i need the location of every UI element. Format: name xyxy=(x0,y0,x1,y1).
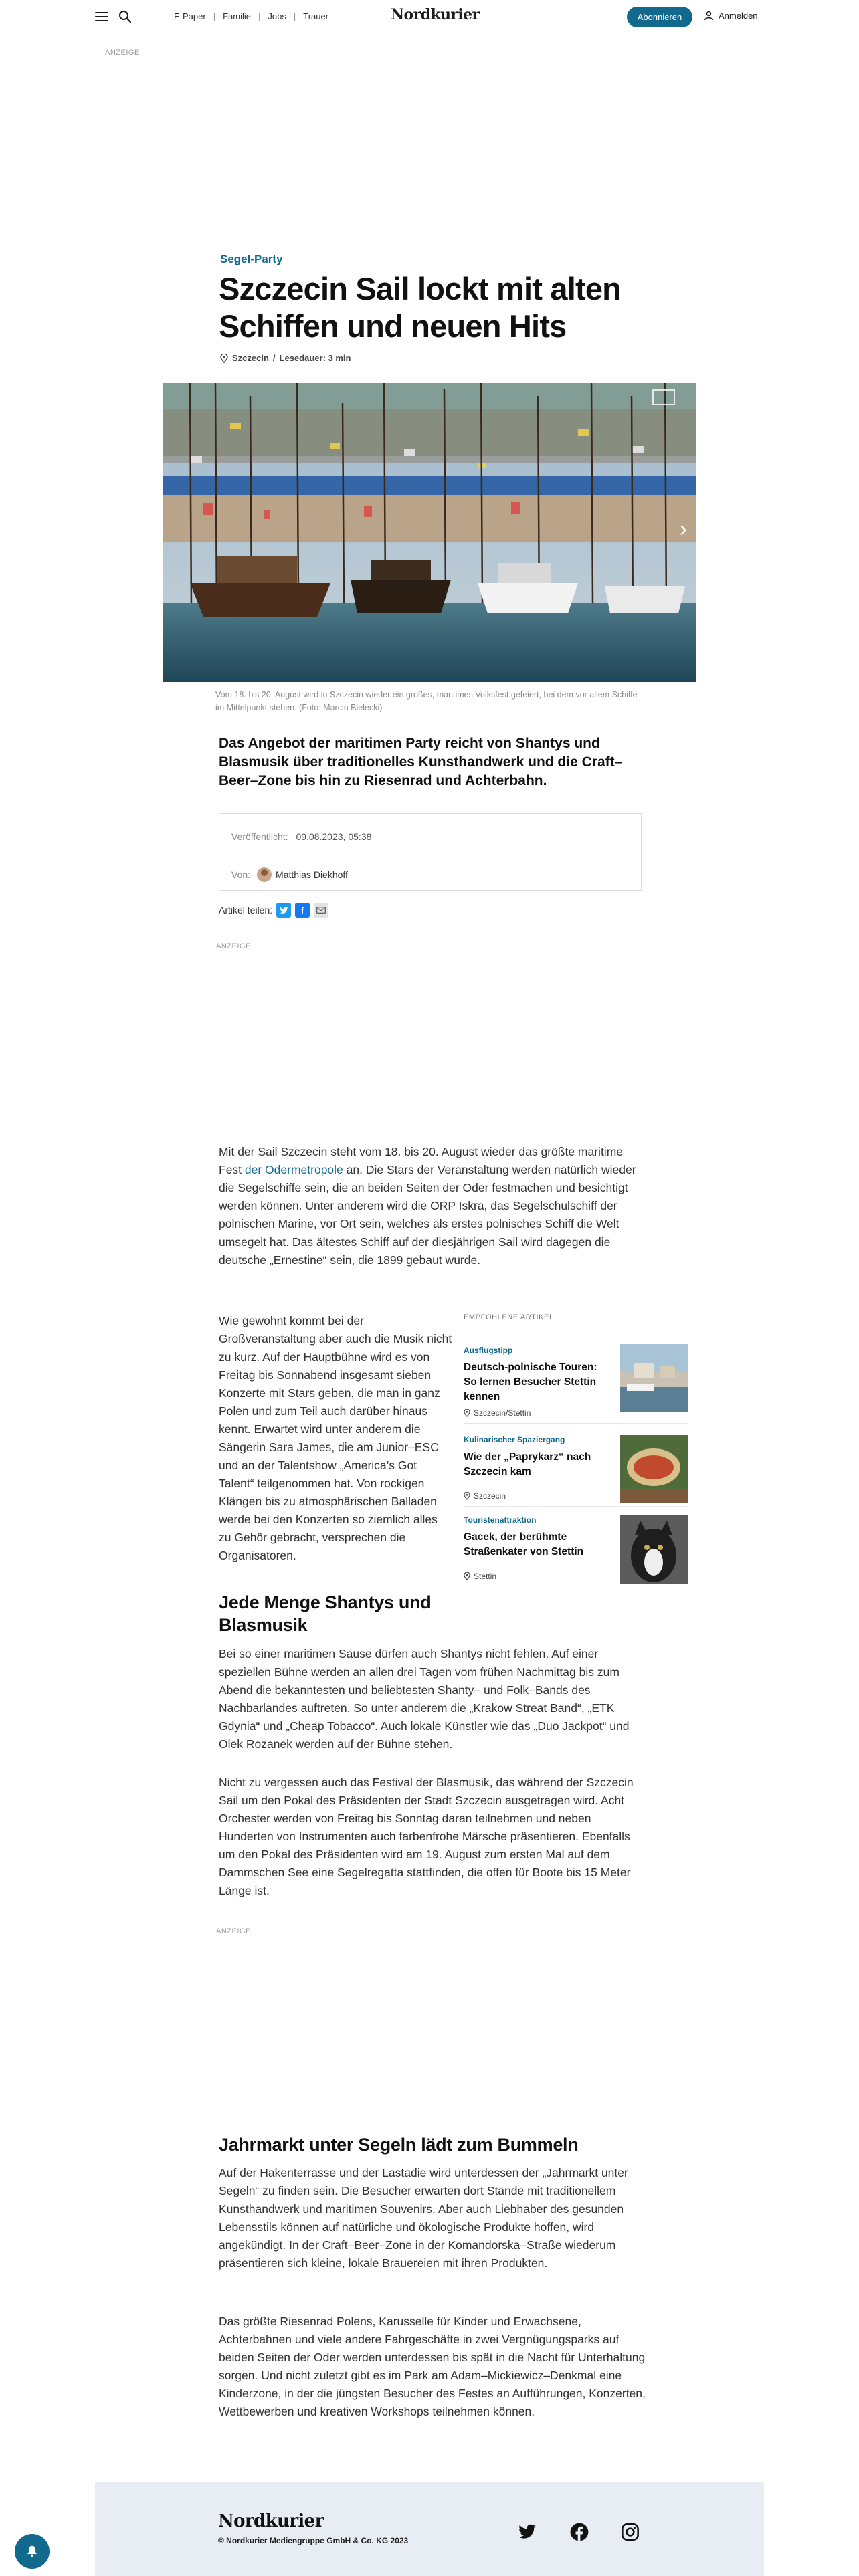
reading-time: Lesedauer: 3 min xyxy=(279,353,351,363)
rec-headline: Gacek, der berühmte Straßenkater von Stettin xyxy=(464,1531,584,1558)
article-meta xyxy=(220,353,351,363)
rec-location xyxy=(464,1491,506,1501)
rec-kicker: Touristenattraktion xyxy=(464,1515,537,1525)
paragraph-text: Mit der Sail Szczecin steht vom 18. bis 20. August wieder das größte maritime Fest xyxy=(219,1145,624,1176)
notification-bell-button[interactable] xyxy=(15,2534,50,2569)
author-avatar xyxy=(257,867,272,882)
recommended-item[interactable] xyxy=(464,1346,688,1419)
top-nav xyxy=(174,11,328,21)
ad-label: ANZEIGE xyxy=(105,49,140,57)
author-row xyxy=(231,867,348,882)
next-image-icon[interactable]: › xyxy=(679,516,687,542)
paragraph xyxy=(219,1143,647,1269)
rec-location-text: Szczecin xyxy=(474,1491,506,1501)
rec-location xyxy=(464,1572,496,1581)
twitter-icon[interactable] xyxy=(518,2523,537,2541)
location-pin-icon xyxy=(464,1409,470,1417)
published-label: Veröffentlicht: xyxy=(231,831,288,842)
paragraph: Bei so einer maritimen Sause dürfen auch Shantys nicht fehlen. Auf einer speziellen Bühne werden an allen drei Tagen vom frühen Nachmittag bis zum Abend die bekanntesten und beliebtesten Shanty– und Folk–Bands des Nachbarlandes auftreten. So unter anderem die „Krakow Streat Band“, „ETK Gdynia“ und „Cheap Tobacco“. Auch lokale Künstler wie das „Duo Jackpot“ und Olek Rozanek werden auf der Bühne stehen. xyxy=(219,1647,630,1751)
paragraph: Auf der Hakenterrasse und der Lastadie wird unterdessen der „Jahrmarkt unter Segeln“ zu finden sein. Die Besucher erwarten dort Stände mit traditionellem Kunsthandwerk und maritimen Souvenirs. Aber auch Liebhaber des gesunden Lebensstils können auf natürliche und ökologische Produkte hoffen, wird angekündigt. In der Craft–Beer–Zone in der Komandorska–Straße wiederum präsentieren sich kleine, lokale Brauereien mit ihren Produkten. xyxy=(219,2166,628,2270)
article-info-box xyxy=(219,813,642,891)
author-name[interactable]: Matthias Diekhoff xyxy=(276,869,348,880)
site-header xyxy=(95,0,764,35)
site-footer xyxy=(95,2482,764,2576)
login-label: Anmelden xyxy=(719,11,758,21)
rec-location xyxy=(464,1408,531,1418)
rec-headline: Deutsch-polnische Touren: So lernen Besucher Stettin kennen xyxy=(464,1362,597,1402)
ad-label: ANZEIGE xyxy=(216,1927,251,1935)
paragraph: Wie gewohnt kommt bei der Großveranstaltung aber auch die Musik nicht zu kurz. Auf der Hauptbühne wird es von Freitag bis Sonnabend insgesamt sieben Konzerte mit Stars geben, die man in ganz Polen und zum Teil auch darüber hinaus kennt. Erwartet wird unter anderem die Sängerin Sara James, die am Junior–ESC und an der Talentshow „America’s Got Talent“ teilgenommen hat. Von rockigen Klängen bis zu atmosphärischen Balladen werde bei den Konzerten so ziemlich alles zu Gehör gebracht, versprechen die Organisatoren. xyxy=(219,1314,452,1562)
nav-epaper[interactable]: E-Paper xyxy=(174,11,206,21)
email-share-icon[interactable] xyxy=(314,903,328,918)
hero-image[interactable] xyxy=(163,383,696,682)
nav-separator: | xyxy=(293,11,296,21)
rec-thumbnail xyxy=(620,1435,688,1503)
article-lead: Das Angebot der maritimen Party reicht von Shantys und Blasmusik über traditionelles Kunsthandwerk und die Craft–Beer–Zone bis hin zu Riesenrad und Achterbahn. xyxy=(219,736,623,788)
rec-location-text: Stettin xyxy=(474,1572,497,1581)
rec-headline: Wie der „Paprykarz“ nach Szczecin kam xyxy=(464,1451,591,1477)
recommended-item[interactable] xyxy=(464,1435,688,1502)
harbour-photo xyxy=(163,383,696,682)
search-icon[interactable] xyxy=(118,9,132,24)
footer-copyright: © Nordkurier Mediengruppe GmbH & Co. KG 2023 xyxy=(218,2536,409,2545)
login-button[interactable] xyxy=(704,11,758,21)
author-label: Von: xyxy=(231,869,251,880)
rec-thumbnail xyxy=(620,1344,688,1412)
menu-icon[interactable] xyxy=(95,12,108,21)
nav-separator: | xyxy=(258,11,261,21)
section-heading: Jede Menge Shantys und Blasmusik xyxy=(219,1592,432,1635)
rec-location-text: Szczecin/Stettin xyxy=(474,1408,531,1418)
article-title: Szczecin Sail lockt mit alten Schiffen und neuen Hits xyxy=(219,271,622,344)
user-icon xyxy=(704,11,714,21)
share-label: Artikel teilen: xyxy=(219,905,273,916)
bell-icon xyxy=(25,2544,39,2559)
rec-thumbnail xyxy=(620,1515,688,1584)
article-location: Szczecin xyxy=(232,353,269,363)
paragraph-text: an. Die Stars der Veranstaltung werden natürlich wieder die Segelschiffe sein, die an beiden Seiten der Oder festmachen und besichtigt werden können. Unter anderem wird die ORP Iskra, das Segelschulschiff der polnischen Marine, vor Ort sein, welches als erstes polnisches Schiff die Welt umsegelt hat. Das ältestes Schiff auf der diesjährigen Sail wird dagegen die deutsche „Ernestine“ sein, die 1899 gebaut wurde. xyxy=(219,1163,636,1267)
twitter-share-icon[interactable] xyxy=(276,903,291,918)
nav-familie[interactable]: Familie xyxy=(223,11,251,21)
meta-separator: / xyxy=(272,353,276,363)
published-row xyxy=(231,831,371,842)
footer-logo[interactable]: Nordkurier xyxy=(218,2511,324,2531)
divider xyxy=(464,1506,688,1507)
odermetropole-link[interactable]: der Odermetropole xyxy=(244,1163,343,1176)
divider xyxy=(464,1423,688,1424)
ad-label: ANZEIGE xyxy=(216,942,251,950)
paragraph: Nicht zu vergessen auch das Festival der Blasmusik, das während der Szczecin Sail um den Pokal des Präsidenten der Stadt Szczecin ausgetragen wird. Acht Orchester werden von Freitag bis Sonntag daran teilnehmen und neben Hunderten von Instrumenten auch farbenfrohe Märsche präsentieren. Ebenfalls um den Pokal des Präsidenten wird am 19. August zum ersten Mal auf dem Dammschen See eine Segelregatta stattfinden, die offen für Boote bis 15 Meter Länge ist. xyxy=(219,1776,634,1897)
nav-jobs[interactable]: Jobs xyxy=(268,11,286,21)
article-kicker: Segel-Party xyxy=(220,253,283,265)
site-logo[interactable]: Nordkurier xyxy=(391,6,480,23)
nav-separator: | xyxy=(213,11,216,21)
facebook-icon[interactable] xyxy=(570,2523,589,2541)
instagram-icon[interactable] xyxy=(621,2523,640,2541)
published-date: 09.08.2023, 05:38 xyxy=(296,831,372,842)
recommended-articles xyxy=(464,1313,688,1581)
recommended-title: EMPFOHLENE ARTIKEL xyxy=(464,1313,688,1327)
location-pin-icon xyxy=(220,354,228,363)
section-heading: Jahrmarkt unter Segeln lädt zum Bummeln xyxy=(219,2135,579,2155)
recommended-item[interactable] xyxy=(464,1515,688,1582)
paragraph: Das größte Riesenrad Polens, Karusselle für Kinder und Erwachsene, Achterbahnen und viele andere Fahrgeschäfte in zwei Vergnügungsparks auf beiden Seiten der Oder werden unterdessen bis spät in die Nacht für Unterhaltung sorgen. Und nicht zuletzt gibt es im Park am Adam–Mickiewicz–Denkmal eine Kinderzone, in der die jüngsten Besucher des Festes an Aufführungen, Konzerten, Wettbewerben und kreativen Workshops teilnehmen können. xyxy=(219,2315,646,2418)
rec-kicker: Ausflugstipp xyxy=(464,1346,513,1355)
share-bar xyxy=(219,903,328,918)
fullscreen-icon[interactable] xyxy=(652,389,675,405)
subscribe-button[interactable]: Abonnieren xyxy=(627,7,692,27)
image-caption: Vom 18. bis 20. August wird in Szczecin wieder ein großes, maritimes Volksfest gefeiert, bei dem vor allem Schiffe im Mittelpunkt stehen. (Foto: Marcin Bielecki) xyxy=(215,690,638,712)
location-pin-icon xyxy=(464,1572,470,1580)
facebook-share-icon[interactable]: f xyxy=(295,903,310,918)
rec-kicker: Kulinarischer Spaziergang xyxy=(464,1435,565,1444)
location-pin-icon xyxy=(464,1492,470,1500)
nav-trauer[interactable]: Trauer xyxy=(303,11,329,21)
